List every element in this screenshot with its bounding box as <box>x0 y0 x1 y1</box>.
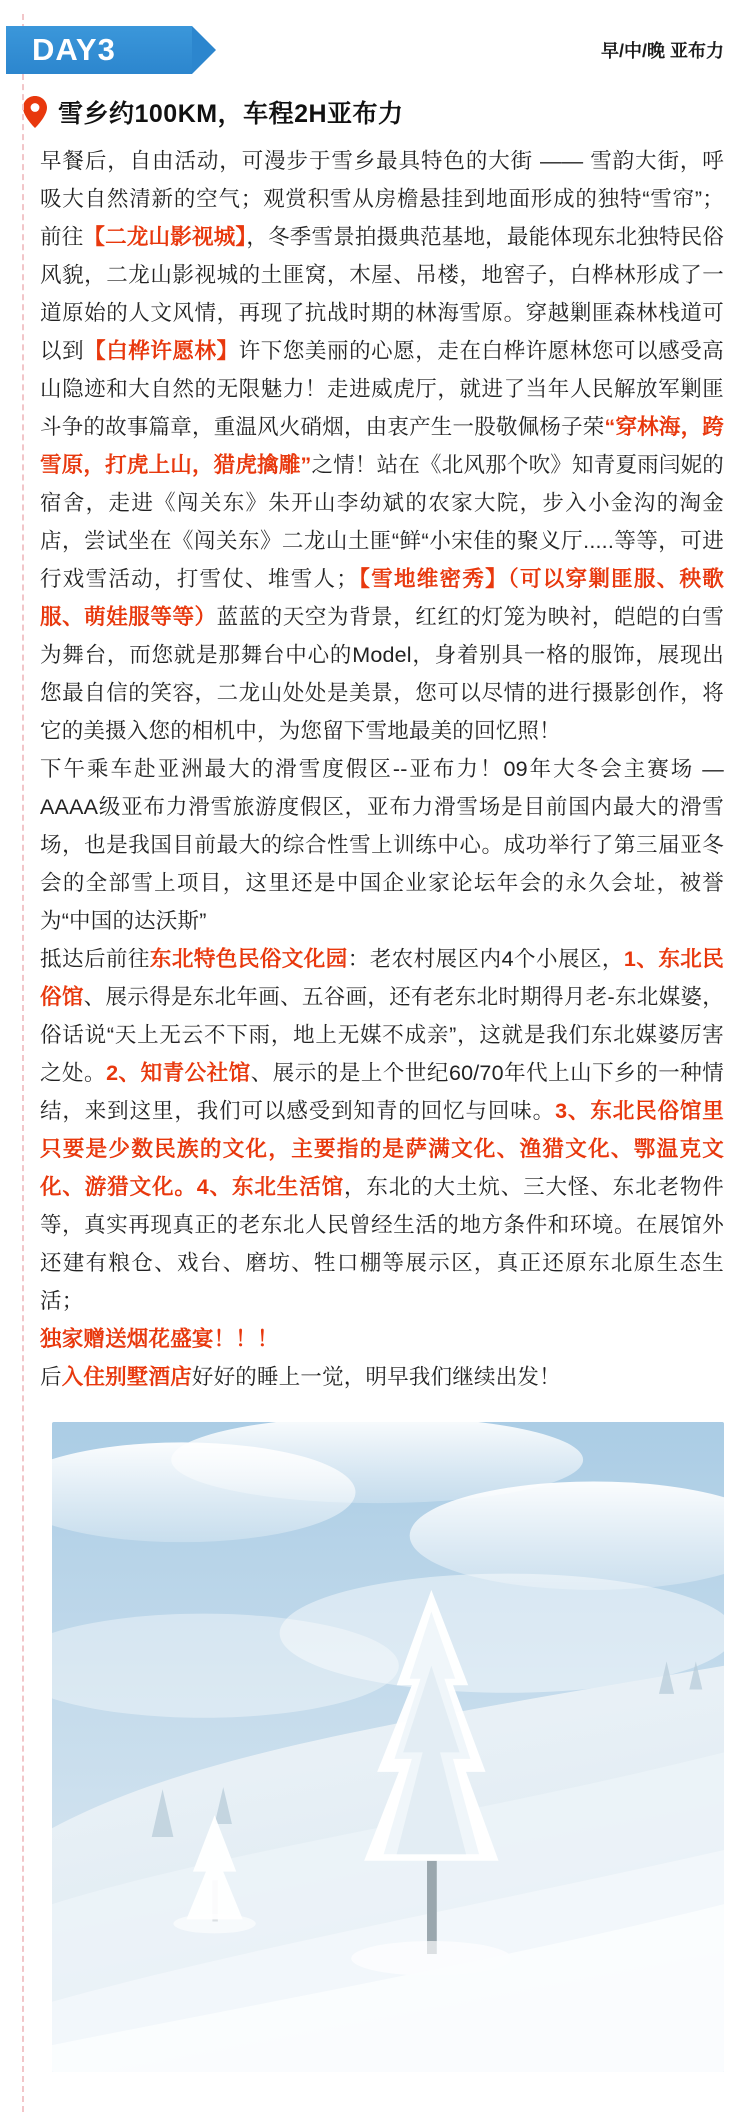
itinerary-page <box>0 14 750 2112</box>
snow-tree-photo <box>52 1422 724 2072</box>
day-badge <box>6 26 192 74</box>
p1-highlight-4: 【雪地维密秀】（可以穿剿匪服、秧歌服、萌娃服等等） <box>40 567 724 629</box>
p5-highlight: 入住别墅酒店 <box>61 1365 192 1389</box>
p3-highlight-2: 1、东北民俗馆 <box>40 947 724 1009</box>
photo-container <box>52 1422 724 2072</box>
p3-text-5: ，东北的大土炕、三大怪、东北老物件等，真实再现真正的老东北人民曾经生活的地方条件和环境。在展馆外还建有粮仓、戏台、磨坊、牲口棚等展示区，真正还原东北原生态生活； <box>40 1175 724 1313</box>
p5-text-1: 后 <box>40 1365 62 1389</box>
p3-highlight-4: 3、东北民俗馆里只要是少数民族的文化，主要指的是萨满文化、渔猎文化、鄂温克文化、游猎文化。4、东北生活馆 <box>40 1099 724 1199</box>
p1-highlight-2: 【白桦许愿林】 <box>84 339 239 363</box>
p3-text-4: 、展示的是上个世纪60/70年代上山下乡的一种情结，来到这里，我们可以感受到知青的回忆与回味。 <box>40 1061 724 1123</box>
p3-highlight-3: 2、知青公社馆 <box>106 1061 251 1085</box>
paragraph-5 <box>40 1358 724 1396</box>
p5-text-2: 好好的睡上一觉，明早我们继续出发！ <box>191 1365 561 1389</box>
p3-text-3: 、展示得是东北年画、五谷画，还有老东北时期得月老-东北媒婆，俗话说“天上无云不下雨，地上无媒不成亲”，这就是我们东北媒婆厉害之处。 <box>40 985 724 1085</box>
paragraph-3 <box>40 940 724 1320</box>
p1-text-4: 之情！站在《北风那个吹》知青夏雨闫妮的宿舍，走进《闯关东》朱开山李幼斌的农家大院，步入小金沟的淘金店，尝试坐在《闯关东》二龙山土匪“鲜“小宋佳的聚义厅.....等等，可进行戏雪活动，打雪仗、堆雪人； <box>40 453 724 591</box>
location-pin-icon <box>22 96 48 128</box>
snow-scene-illustration <box>52 1422 724 2072</box>
itinerary-body <box>40 142 724 1396</box>
paragraph-1 <box>40 142 724 750</box>
dashed-left-rail <box>22 14 24 2112</box>
meals-label: 早/中/晚 亚布力 <box>600 41 724 61</box>
p1-text-1: 早餐后，自由活动，可漫步于雪乡最具特色的大街 —— 雪韵大街，呼吸大自然清新的空气；观赏积雪从房檐悬挂到地面形成的独特“雪帘”； 前往 <box>40 149 724 249</box>
paragraph-4 <box>40 1320 724 1358</box>
p1-text-3: 许下您美丽的心愿，走在白桦许愿林您可以感受高山隐迹和大自然的无限魅力！走进威虎厅，就进了当年人民解放军剿匪斗争的故事篇章，重温风火硝烟，由衷产生一股敬佩杨子荣 <box>40 339 725 439</box>
day-header <box>0 14 750 86</box>
page-title: 雪乡约100KM，车程2H亚布力 <box>58 100 404 128</box>
section-title <box>22 94 750 130</box>
p1-highlight-3: “穿林海，跨雪原，打虎上山，猎虎擒雕” <box>40 415 725 477</box>
paragraph-2: 下午乘车赴亚洲最大的滑雪度假区--亚布力！09年大冬会主赛场 —AAAA级亚布力滑雪旅游度假区，亚布力滑雪场是目前国内最大的滑雪场，也是我国目前最大的综合性雪上训练中心。成功举行了第三届亚冬会的全部雪上项目，这里还是中国企业家论坛年会的永久会址，被誉为“中国的达沃斯” <box>40 757 724 933</box>
p3-text-2: ：老农村展区内4个小展区， <box>347 947 624 971</box>
p1-text-2: ，冬季雪景拍摄典范基地，最能体现东北独特民俗风貌，二龙山影视城的土匪窝，木屋、吊楼，地窖子，白桦林形成了一道原始的人文风情，再现了抗战时期的林海雪原。穿越剿匪森林栈道可以到 <box>40 225 724 363</box>
p1-highlight-1: 【二龙山影视城】 <box>83 225 247 249</box>
p4-highlight: 独家赠送烟花盛宴！！！ <box>40 1327 279 1351</box>
p1-text-5: 蓝蓝的天空为背景，红红的灯笼为映衬，皑皑的白雪为舞台，而您就是那舞台中心的Model，身着别具一格的服饰，展现出您最自信的笑容，二龙山处处是美景，您可以尽情的进行摄影创作，将它的美摄入您的相机中，为您留下雪地最美的回忆照！ <box>40 605 724 743</box>
p3-text-1: 抵达后前往 <box>40 947 150 971</box>
p3-highlight-1: 东北特色民俗文化园 <box>149 947 348 971</box>
day-badge-label: DAY3 <box>32 32 116 67</box>
